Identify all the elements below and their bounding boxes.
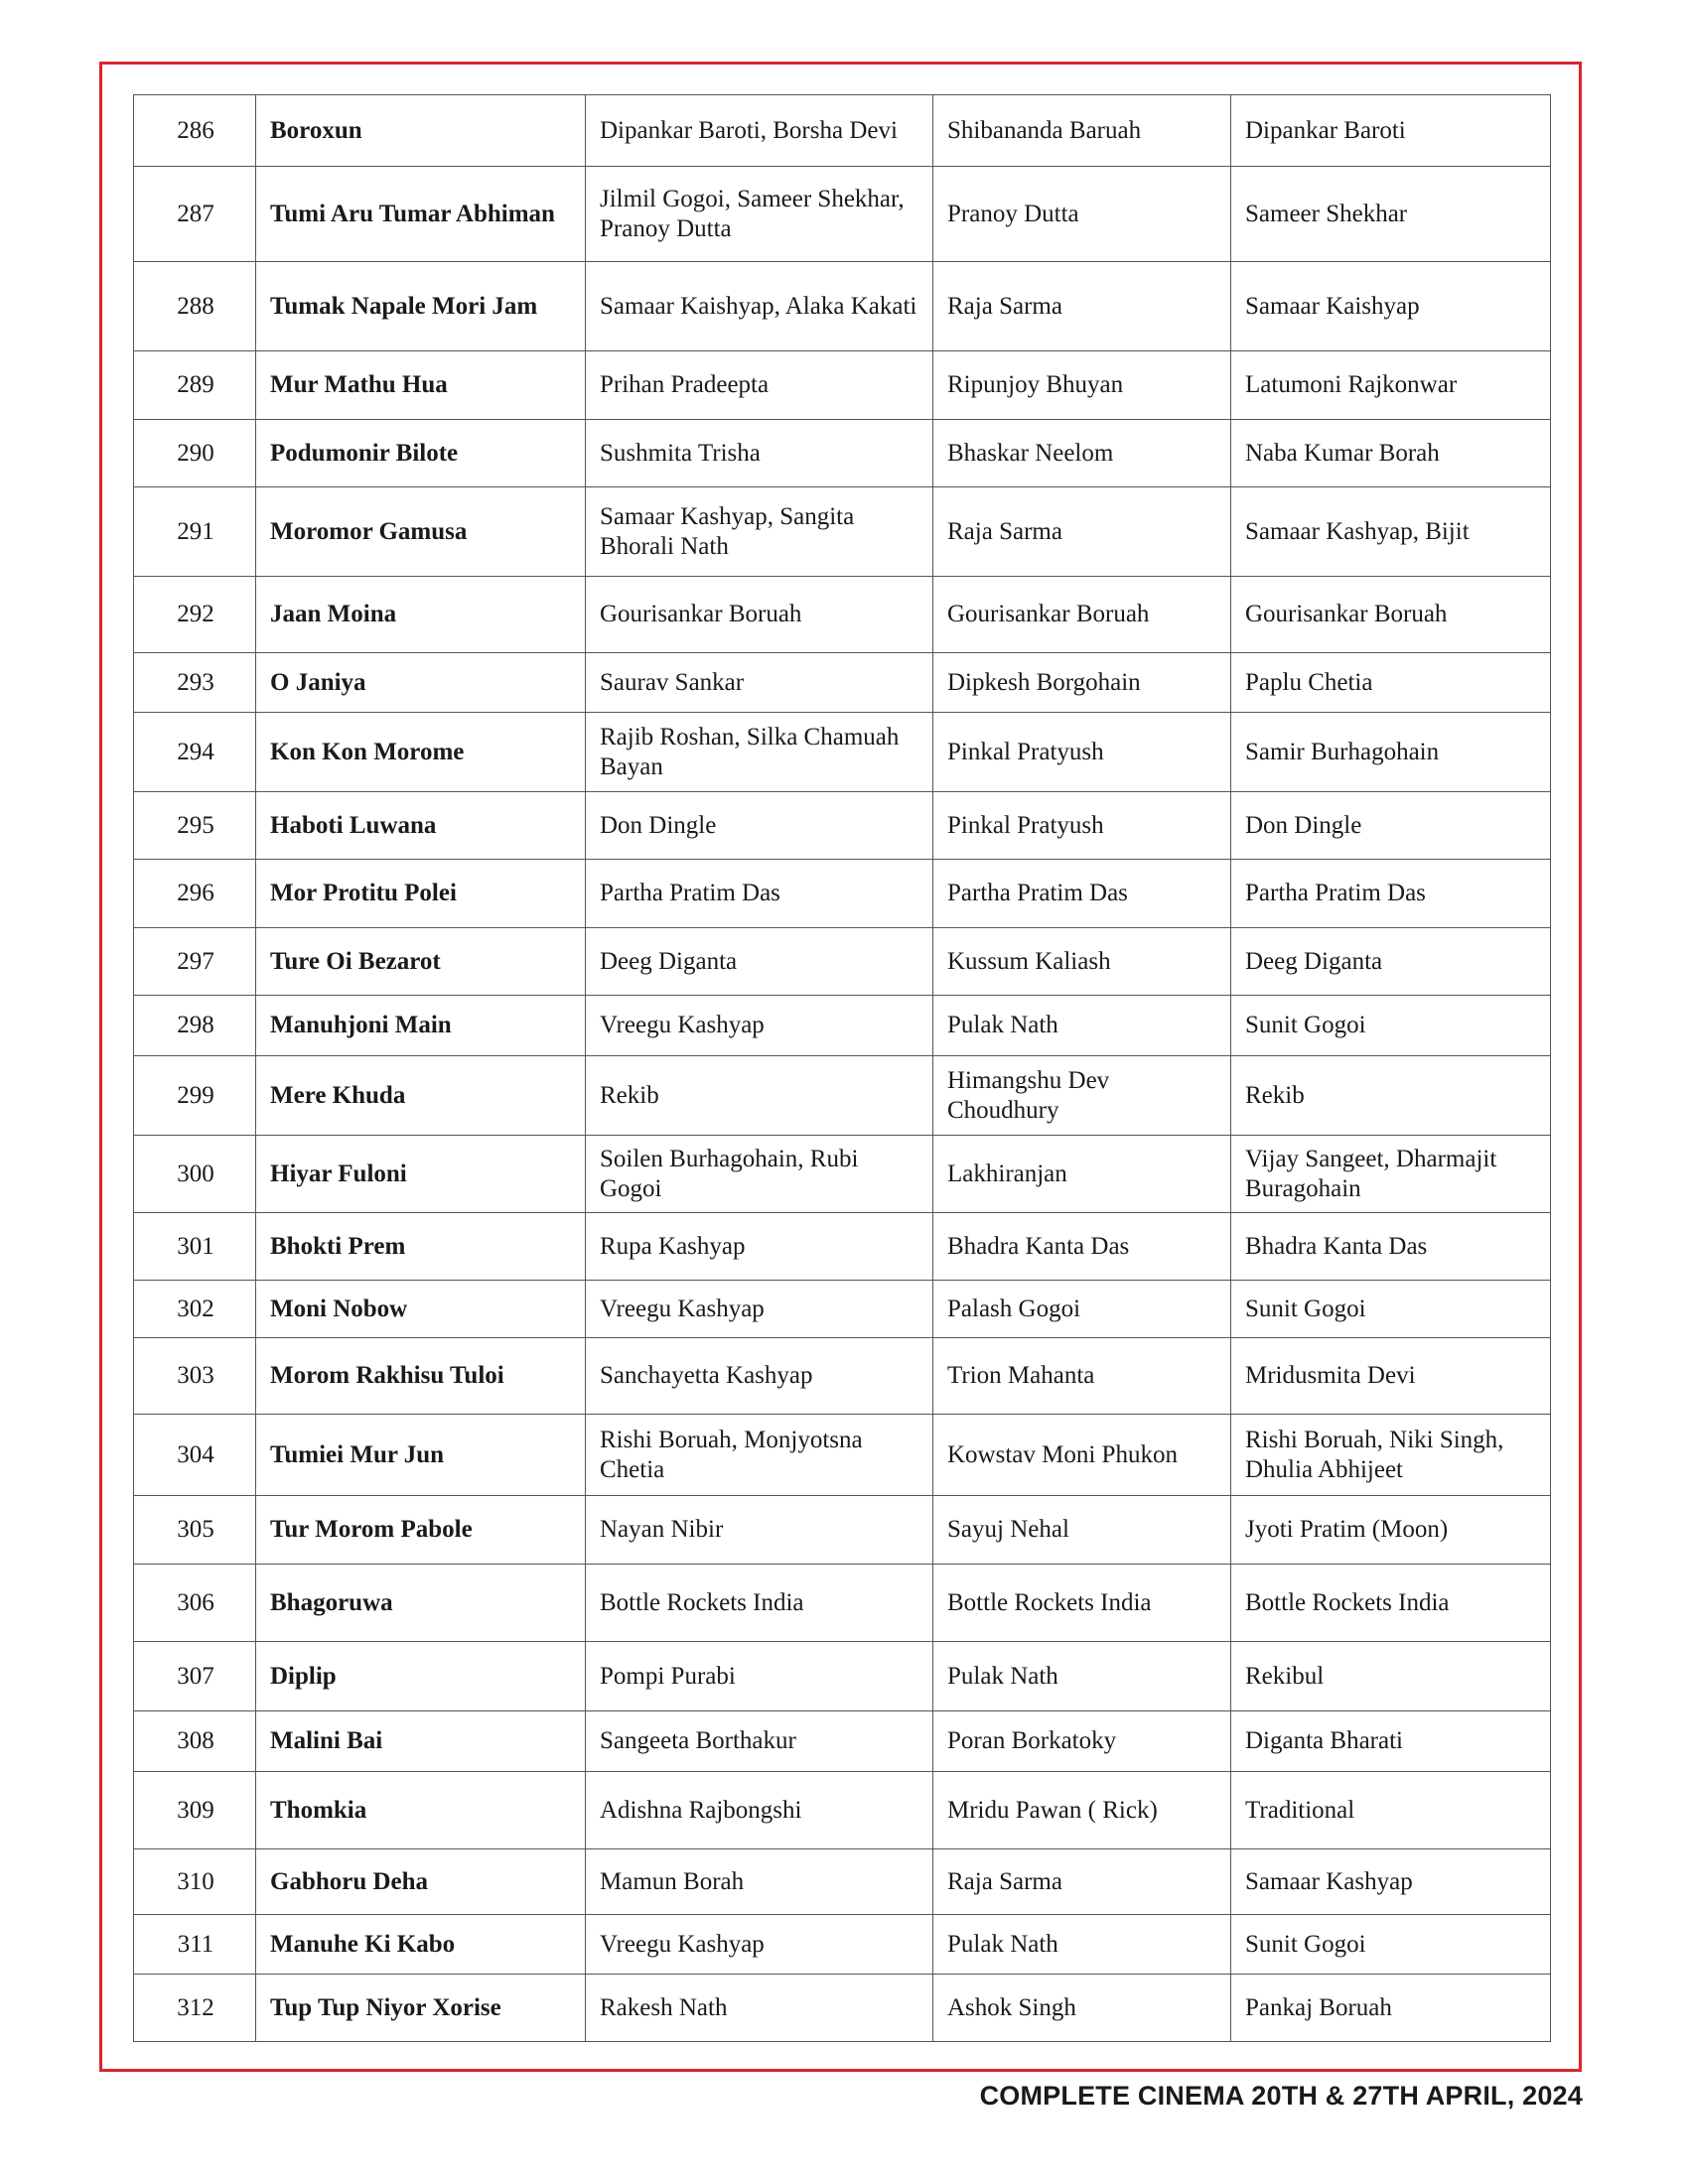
credit-cell-3: Rekibul	[1231, 1642, 1551, 1711]
songs-table	[133, 94, 1551, 2042]
credit-cell-1: Deeg Diganta	[586, 928, 933, 996]
row-number: 300	[134, 1136, 256, 1213]
credit-cell-1: Rakesh Nath	[586, 1975, 933, 2042]
song-title: Diplip	[256, 1642, 586, 1711]
credit-cell-2: Mridu Pawan ( Rick)	[933, 1772, 1231, 1849]
row-number: 286	[134, 95, 256, 167]
credit-cell-1: Rajib Roshan, Silka Chamuah Bayan	[586, 713, 933, 792]
credit-cell-3: Bhadra Kanta Das	[1231, 1213, 1551, 1281]
song-title: Tumiei Mur Jun	[256, 1415, 586, 1496]
credit-cell-3: Mridusmita Devi	[1231, 1338, 1551, 1415]
row-number: 294	[134, 713, 256, 792]
row-number: 291	[134, 487, 256, 577]
row-number: 306	[134, 1565, 256, 1642]
table-row	[134, 1136, 1551, 1213]
credit-cell-2: Palash Gogoi	[933, 1281, 1231, 1338]
table-row	[134, 860, 1551, 928]
table-row	[134, 167, 1551, 262]
credit-cell-2: Pulak Nath	[933, 996, 1231, 1056]
credit-cell-1: Jilmil Gogoi, Sameer Shekhar, Pranoy Dutta	[586, 167, 933, 262]
credit-cell-1: Bottle Rockets India	[586, 1565, 933, 1642]
credit-cell-3: Deeg Diganta	[1231, 928, 1551, 996]
credit-cell-3: Sunit Gogoi	[1231, 1281, 1551, 1338]
credit-cell-2: Ashok Singh	[933, 1975, 1231, 2042]
table-row	[134, 1711, 1551, 1772]
table-row	[134, 262, 1551, 351]
credit-cell-1: Adishna Rajbongshi	[586, 1772, 933, 1849]
credit-cell-3: Samaar Kaishyap	[1231, 262, 1551, 351]
row-number: 288	[134, 262, 256, 351]
song-title: Moni Nobow	[256, 1281, 586, 1338]
credit-cell-2: Kowstav Moni Phukon	[933, 1415, 1231, 1496]
credit-cell-1: Vreegu Kashyap	[586, 996, 933, 1056]
song-title: Tumi Aru Tumar Abhiman	[256, 167, 586, 262]
songs-table-body	[134, 95, 1551, 2042]
table-row	[134, 95, 1551, 167]
row-number: 299	[134, 1056, 256, 1136]
song-title: Podumonir Bilote	[256, 420, 586, 487]
credit-cell-1: Soilen Burhagohain, Rubi Gogoi	[586, 1136, 933, 1213]
credit-cell-2: Pinkal Pratyush	[933, 792, 1231, 860]
credit-cell-2: Trion Mahanta	[933, 1338, 1231, 1415]
credit-cell-3: Naba Kumar Borah	[1231, 420, 1551, 487]
credit-cell-2: Raja Sarma	[933, 1849, 1231, 1915]
credit-cell-2: Pinkal Pratyush	[933, 713, 1231, 792]
row-number: 302	[134, 1281, 256, 1338]
credit-cell-1: Saurav Sankar	[586, 653, 933, 713]
table-row	[134, 577, 1551, 653]
row-number: 297	[134, 928, 256, 996]
credit-cell-3: Samaar Kashyap, Bijit	[1231, 487, 1551, 577]
credit-cell-2: Ripunjoy Bhuyan	[933, 351, 1231, 420]
credit-cell-1: Gourisankar Boruah	[586, 577, 933, 653]
row-number: 309	[134, 1772, 256, 1849]
credit-cell-2: Raja Sarma	[933, 262, 1231, 351]
credit-cell-3: Partha Pratim Das	[1231, 860, 1551, 928]
credit-cell-1: Sanchayetta Kashyap	[586, 1338, 933, 1415]
credit-cell-2: Lakhiranjan	[933, 1136, 1231, 1213]
table-row	[134, 713, 1551, 792]
row-number: 301	[134, 1213, 256, 1281]
song-title: Kon Kon Morome	[256, 713, 586, 792]
credit-cell-3: Sunit Gogoi	[1231, 1915, 1551, 1975]
credit-cell-1: Pompi Purabi	[586, 1642, 933, 1711]
song-title: Moromor Gamusa	[256, 487, 586, 577]
credit-cell-1: Vreegu Kashyap	[586, 1915, 933, 1975]
table-row	[134, 1642, 1551, 1711]
row-number: 311	[134, 1915, 256, 1975]
row-number: 298	[134, 996, 256, 1056]
song-title: Manuhjoni Main	[256, 996, 586, 1056]
credit-cell-2: Shibananda Baruah	[933, 95, 1231, 167]
row-number: 289	[134, 351, 256, 420]
row-number: 303	[134, 1338, 256, 1415]
song-title: Bhagoruwa	[256, 1565, 586, 1642]
song-title: Jaan Moina	[256, 577, 586, 653]
credit-cell-1: Rekib	[586, 1056, 933, 1136]
table-row	[134, 1213, 1551, 1281]
song-title: Hiyar Fuloni	[256, 1136, 586, 1213]
credit-cell-1: Samaar Kaishyap, Alaka Kakati	[586, 262, 933, 351]
song-title: Mor Protitu Polei	[256, 860, 586, 928]
credit-cell-2: Kussum Kaliash	[933, 928, 1231, 996]
table-row	[134, 351, 1551, 420]
row-number: 287	[134, 167, 256, 262]
table-row	[134, 792, 1551, 860]
credit-cell-1: Nayan Nibir	[586, 1496, 933, 1565]
row-number: 308	[134, 1711, 256, 1772]
credit-cell-3: Samaar Kashyap	[1231, 1849, 1551, 1915]
credit-cell-3: Sunit Gogoi	[1231, 996, 1551, 1056]
song-title: Bhokti Prem	[256, 1213, 586, 1281]
credit-cell-1: Rupa Kashyap	[586, 1213, 933, 1281]
song-title: Manuhe Ki Kabo	[256, 1915, 586, 1975]
credit-cell-2: Pulak Nath	[933, 1642, 1231, 1711]
song-title: Ture Oi Bezarot	[256, 928, 586, 996]
table-row	[134, 1415, 1551, 1496]
song-title: Tur Morom Pabole	[256, 1496, 586, 1565]
credit-cell-3: Paplu Chetia	[1231, 653, 1551, 713]
credit-cell-3: Latumoni Rajkonwar	[1231, 351, 1551, 420]
credit-cell-3: Samir Burhagohain	[1231, 713, 1551, 792]
credit-cell-2: Poran Borkatoky	[933, 1711, 1231, 1772]
footer-publication: COMPLETE CINEMA 20TH & 27TH APRIL, 2024	[979, 2081, 1583, 2111]
table-row	[134, 1338, 1551, 1415]
credit-cell-3: Rishi Boruah, Niki Singh, Dhulia Abhijeet	[1231, 1415, 1551, 1496]
credit-cell-3: Vijay Sangeet, Dharmajit Buragohain	[1231, 1136, 1551, 1213]
row-number: 310	[134, 1849, 256, 1915]
credit-cell-3: Rekib	[1231, 1056, 1551, 1136]
credit-cell-2: Pulak Nath	[933, 1915, 1231, 1975]
credit-cell-3: Pankaj Boruah	[1231, 1975, 1551, 2042]
song-title: Thomkia	[256, 1772, 586, 1849]
table-row	[134, 1056, 1551, 1136]
table-row	[134, 1772, 1551, 1849]
song-title: Gabhoru Deha	[256, 1849, 586, 1915]
song-title: Mur Mathu Hua	[256, 351, 586, 420]
credit-cell-1: Prihan Pradeepta	[586, 351, 933, 420]
credit-cell-2: Dipkesh Borgohain	[933, 653, 1231, 713]
credit-cell-1: Partha Pratim Das	[586, 860, 933, 928]
credit-cell-2: Pranoy Dutta	[933, 167, 1231, 262]
credit-cell-2: Himangshu Dev Choudhury	[933, 1056, 1231, 1136]
song-title: Morom Rakhisu Tuloi	[256, 1338, 586, 1415]
credit-cell-2: Sayuj Nehal	[933, 1496, 1231, 1565]
credit-cell-2: Gourisankar Boruah	[933, 577, 1231, 653]
credit-cell-3: Gourisankar Boruah	[1231, 577, 1551, 653]
song-title: Mere Khuda	[256, 1056, 586, 1136]
table-row	[134, 420, 1551, 487]
credit-cell-1: Sushmita Trisha	[586, 420, 933, 487]
row-number: 296	[134, 860, 256, 928]
row-number: 305	[134, 1496, 256, 1565]
credit-cell-3: Don Dingle	[1231, 792, 1551, 860]
credit-cell-2: Raja Sarma	[933, 487, 1231, 577]
song-title: Tup Tup Niyor Xorise	[256, 1975, 586, 2042]
row-number: 295	[134, 792, 256, 860]
credit-cell-1: Don Dingle	[586, 792, 933, 860]
row-number: 304	[134, 1415, 256, 1496]
credit-cell-1: Sangeeta Borthakur	[586, 1711, 933, 1772]
table-row	[134, 1565, 1551, 1642]
song-title: Haboti Luwana	[256, 792, 586, 860]
table-row	[134, 928, 1551, 996]
row-number: 312	[134, 1975, 256, 2042]
credit-cell-2: Bottle Rockets India	[933, 1565, 1231, 1642]
credit-cell-3: Dipankar Baroti	[1231, 95, 1551, 167]
table-row	[134, 653, 1551, 713]
credit-cell-2: Bhadra Kanta Das	[933, 1213, 1231, 1281]
table-row	[134, 1849, 1551, 1915]
credit-cell-3: Bottle Rockets India	[1231, 1565, 1551, 1642]
credit-cell-2: Bhaskar Neelom	[933, 420, 1231, 487]
song-title: Boroxun	[256, 95, 586, 167]
credit-cell-1: Mamun Borah	[586, 1849, 933, 1915]
table-row	[134, 996, 1551, 1056]
table-row	[134, 1281, 1551, 1338]
song-title: Malini Bai	[256, 1711, 586, 1772]
credit-cell-3: Sameer Shekhar	[1231, 167, 1551, 262]
row-number: 307	[134, 1642, 256, 1711]
song-title: O Janiya	[256, 653, 586, 713]
table-row	[134, 1975, 1551, 2042]
table-row	[134, 1496, 1551, 1565]
table-row	[134, 1915, 1551, 1975]
credit-cell-3: Jyoti Pratim (Moon)	[1231, 1496, 1551, 1565]
credit-cell-3: Diganta Bharati	[1231, 1711, 1551, 1772]
credit-cell-1: Vreegu Kashyap	[586, 1281, 933, 1338]
table-row	[134, 487, 1551, 577]
credit-cell-1: Dipankar Baroti, Borsha Devi	[586, 95, 933, 167]
credit-cell-3: Traditional	[1231, 1772, 1551, 1849]
credit-cell-2: Partha Pratim Das	[933, 860, 1231, 928]
song-title: Tumak Napale Mori Jam	[256, 262, 586, 351]
row-number: 290	[134, 420, 256, 487]
row-number: 292	[134, 577, 256, 653]
credit-cell-1: Rishi Boruah, Monjyotsna Chetia	[586, 1415, 933, 1496]
row-number: 293	[134, 653, 256, 713]
credit-cell-1: Samaar Kashyap, Sangita Bhorali Nath	[586, 487, 933, 577]
